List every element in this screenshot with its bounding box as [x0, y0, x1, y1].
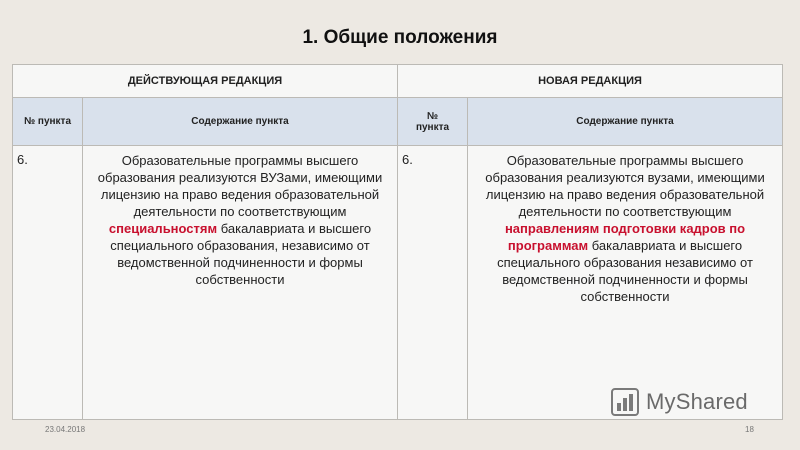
- new-edition-header: НОВАЯ РЕДАКЦИЯ: [398, 65, 783, 98]
- left-content-column-header: Содержание пункта: [83, 98, 398, 146]
- left-highlight: специальностям: [108, 221, 218, 236]
- left-item-number: 6.: [13, 146, 83, 420]
- footer-date: 23.04.2018: [45, 425, 86, 434]
- right-num-column-header: [398, 98, 468, 146]
- right-num-header-line1: №: [426, 110, 439, 122]
- comparison-table: [12, 64, 783, 420]
- myshared-watermark: [610, 384, 748, 420]
- left-text-part1: Образовательные программы высшего образования реализуются ВУЗами, имеющими лицензию на право ведения образовательной деятельности по соответствующим: [97, 153, 383, 219]
- page-number: 18: [745, 425, 754, 434]
- right-item-content: [468, 146, 783, 420]
- right-item-number: 6.: [398, 146, 468, 420]
- left-text-part2: бакалавриата и высшего специального образования, независимо от ведомственной подчиненности и формы собственности: [110, 221, 372, 287]
- right-content-column-header: Содержание пункта: [468, 98, 783, 146]
- left-num-column-header: № пункта: [13, 98, 83, 146]
- right-num-header-line2: пункта: [415, 121, 450, 133]
- watermark-text: MyShared: [646, 389, 748, 414]
- slide-title: 1. Общие положения: [302, 27, 498, 48]
- right-text-part1: Образовательные программы высшего образования реализуются вузами, имеющими лицензию на право ведения образовательной деятельности по соответствующим: [485, 153, 765, 219]
- right-text-part2: бакалавриата и высшего специального образования независимо от ведомственной подчиненности и формы собственности: [497, 238, 753, 304]
- bar-chart-icon: [610, 387, 640, 417]
- left-item-content: [83, 146, 398, 420]
- current-edition-header: ДЕЙСТВУЮЩАЯ РЕДАКЦИЯ: [13, 65, 398, 98]
- right-highlight: направлениям подготовки кадров по программам: [504, 221, 746, 253]
